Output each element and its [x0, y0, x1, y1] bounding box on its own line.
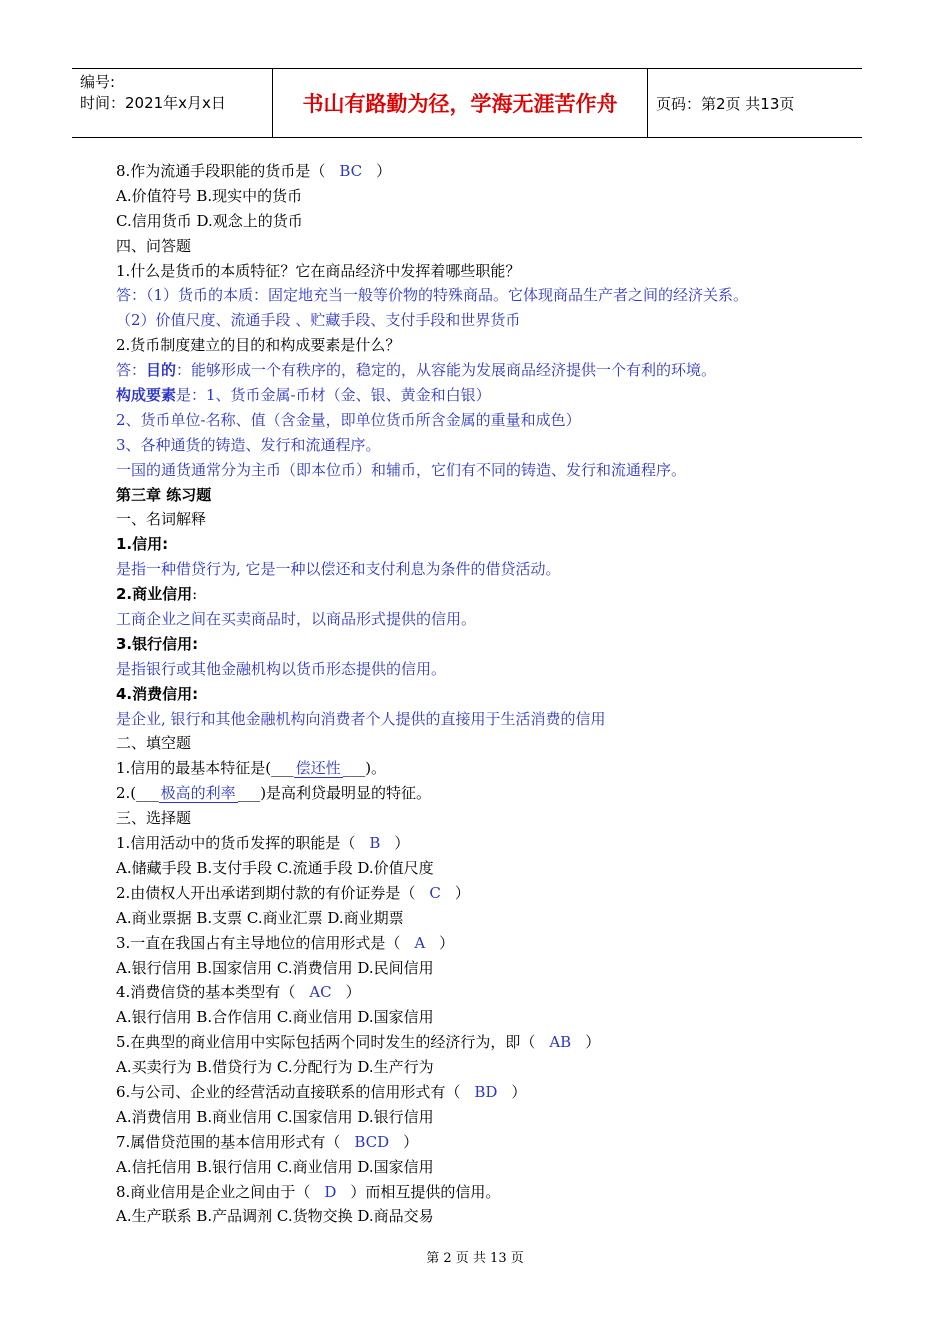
line-text: 工商企业之间在买卖商品时，以商品形式提供的信用。	[116, 610, 477, 629]
line-text: 8.作为流通手段职能的货币是（	[116, 162, 326, 180]
line-end: ）	[403, 1132, 419, 1151]
text-line	[116, 1204, 876, 1229]
line-text: 2.货币制度建立的目的和构成要素是什么？	[116, 336, 401, 355]
line-end: ）	[454, 883, 470, 902]
line-text: 4.消费信贷的基本类型有（	[116, 983, 296, 1002]
line-text: 5.在典型的商业信用中实际包括两个同时发生的经济行为，即（	[116, 1033, 536, 1052]
line-text: 2.由债权人开出承诺到期付款的有价证券是（	[116, 883, 416, 902]
document-body	[116, 159, 876, 1229]
line-text: 8.商业信用是企业之间由于（	[116, 1182, 311, 1201]
text-line	[116, 383, 876, 408]
text-line	[116, 657, 876, 682]
choice-answer: AC	[309, 983, 332, 1002]
text-line	[116, 632, 876, 657]
line-text: 2.(	[116, 784, 137, 803]
line-text: C.信用货币 D.观念上的货币	[116, 211, 303, 230]
text-line	[116, 682, 876, 707]
header-left-cell	[72, 69, 273, 137]
text-line	[116, 234, 876, 259]
line-text: A.储藏手段 B.支付手段 C.流通手段 D.价值尺度	[116, 858, 434, 877]
blank-right: ___	[237, 784, 261, 803]
line-end: ）	[585, 1033, 601, 1052]
text-line	[116, 283, 876, 308]
choice-answer: D	[324, 1182, 337, 1201]
line-end: ）	[439, 933, 455, 952]
fill-answer: 极高的利率	[160, 784, 236, 803]
blank-left: ___	[136, 784, 159, 803]
line-text: 3.一直在我国占有主导地位的信用形式是（	[116, 933, 401, 952]
line-text: 是企业, 银行和其他金融机构向消费者个人提供的直接用于生活消费的信用	[116, 709, 606, 728]
blank-right: ___	[342, 759, 366, 778]
line-text: A.消费信用 B.商业信用 C.国家信用 D.银行信用	[116, 1107, 434, 1126]
line-end: ）	[511, 1082, 527, 1101]
line-text: 2、货币单位-名称、值（含金量，即单位货币所含金属的重量和成色）	[116, 410, 581, 429]
blank-left: ___	[271, 759, 294, 778]
line-text: 4.消费信用:	[116, 684, 199, 703]
line-text: 一、名词解释	[116, 510, 207, 529]
text-line	[116, 308, 876, 333]
line-text: 3.银行信用:	[116, 634, 199, 653]
line-end: ）	[376, 162, 392, 180]
text-line	[116, 1130, 876, 1155]
header-table	[72, 68, 862, 138]
text-line	[116, 483, 876, 508]
line-text: 是指一种借贷行为, 它是一种以偿还和支付利息为条件的借贷活动。	[116, 560, 561, 579]
line-text: 6.与公司、企业的经营活动直接联系的信用形式有（	[116, 1082, 461, 1101]
text-line	[116, 1080, 876, 1105]
text-line	[116, 184, 876, 209]
line-text: 是指银行或其他金融机构以货币形态提供的信用。	[116, 659, 447, 678]
text-line	[116, 781, 876, 806]
line-end: )。	[365, 759, 387, 778]
line-text: A.价值符号 B.现实中的货币	[116, 186, 303, 205]
text-line	[116, 931, 876, 956]
text-line	[116, 582, 876, 607]
line-end: )是高利贷最明显的特征。	[260, 784, 432, 803]
text-line	[116, 607, 876, 632]
line-end: ）	[394, 834, 410, 853]
text-line	[116, 956, 876, 981]
text-line	[116, 980, 876, 1005]
choice-answer: BD	[474, 1082, 498, 1101]
header-page-label: 页码：第2页 共13页	[656, 94, 795, 113]
choice-answer: A	[414, 933, 426, 952]
text-line	[116, 1155, 876, 1180]
choice-answer: AB	[549, 1033, 572, 1052]
text-line	[116, 1055, 876, 1080]
text-line	[116, 507, 876, 532]
line-text: A.商业票据 B.支票 C.商业汇票 D.商业期票	[116, 908, 404, 927]
line-text: （2）价值尺度、流通手段 、贮藏手段、支付手段和世界货币	[116, 311, 521, 330]
choice-answer: BCD	[354, 1132, 390, 1151]
text-line	[116, 433, 876, 458]
text-line	[116, 856, 876, 881]
line-text: 二、填空题	[116, 734, 192, 753]
text-line	[116, 358, 876, 383]
text-line	[116, 458, 876, 483]
line-text: 是：1、货币金属-币材（金、银、黄金和白银）	[176, 386, 491, 405]
line-end: ）而相互提供的信用。	[350, 1182, 501, 1201]
text-line	[116, 806, 876, 831]
choice-answer: BC	[339, 162, 363, 180]
text-line	[116, 1180, 876, 1205]
text-line	[116, 532, 876, 557]
text-line	[116, 756, 876, 781]
page-footer: 第 2 页 共 13 页	[426, 1251, 524, 1266]
text-line	[116, 707, 876, 732]
text-line	[116, 831, 876, 856]
line-text: 第三章 练习题	[116, 485, 212, 504]
line-text: 1.信用活动中的货币发挥的职能是（	[116, 834, 356, 853]
line-text: 三、选择题	[116, 809, 192, 828]
text-line	[116, 1030, 876, 1055]
text-line	[116, 881, 876, 906]
line-text: 1.信用的最基本特征是(	[116, 759, 272, 778]
text-line	[116, 1105, 876, 1130]
line-text: 7.属借贷范围的基本信用形式有（	[116, 1132, 341, 1151]
line-text: 1.什么是货币的本质特征？它在商品经济中发挥着哪些职能？	[116, 261, 521, 280]
number-label: 编号:	[80, 73, 116, 91]
line-text: A.买卖行为 B.借贷行为 C.分配行为 D.生产行为	[116, 1058, 434, 1077]
choice-answer: C	[429, 883, 441, 902]
text-line	[116, 906, 876, 931]
fill-answer: 偿还性	[295, 759, 341, 778]
time-label: 时间：2021年x月x日	[80, 94, 226, 112]
line-text: 3、各种通货的铸造、发行和流通程序。	[116, 435, 381, 454]
line-text: 2.商业信用	[116, 585, 193, 604]
line-text: ：能够形成一个有秩序的，稳定的，从容能为发展商品经济提供一个有利的环境。	[176, 361, 717, 380]
text-line	[116, 731, 876, 756]
text-line	[116, 159, 876, 184]
line-text: 1.信用:	[116, 535, 169, 554]
text-line	[116, 408, 876, 433]
text-line	[116, 333, 876, 358]
line-text: 四、问答题	[116, 236, 192, 255]
line-text: 一国的通货通常分为主币（即本位币）和辅币，它们有不同的铸造、发行和流通程序。	[116, 460, 687, 479]
text-line	[116, 1005, 876, 1030]
line-text: A.银行信用 B.国家信用 C.消费信用 D.民间信用	[116, 958, 434, 977]
text-line	[116, 259, 876, 284]
line-text: 答：（1）货币的本质：固定地充当一般等价物的特殊商品。它体现商品生产者之间的经济关系。	[116, 286, 749, 305]
choice-answer: B	[369, 834, 381, 853]
line-text: A.信托信用 B.银行信用 C.商业信用 D.国家信用	[116, 1157, 434, 1176]
line-end: ）	[345, 983, 361, 1002]
line-prefix: 答：	[116, 361, 147, 380]
bold-term: 目的	[146, 361, 177, 380]
bold-term: 构成要素	[116, 386, 177, 405]
text-line	[116, 557, 876, 582]
line-tail: :	[192, 585, 198, 604]
text-line	[116, 209, 876, 234]
line-text: A.生产联系 B.产品调剂 C.货物交换 D.商品交易	[116, 1207, 434, 1226]
header-motto: 书山有路勤为径，学海无涯苦作舟	[273, 69, 648, 137]
line-text: A.银行信用 B.合作信用 C.商业信用 D.国家信用	[116, 1008, 434, 1027]
